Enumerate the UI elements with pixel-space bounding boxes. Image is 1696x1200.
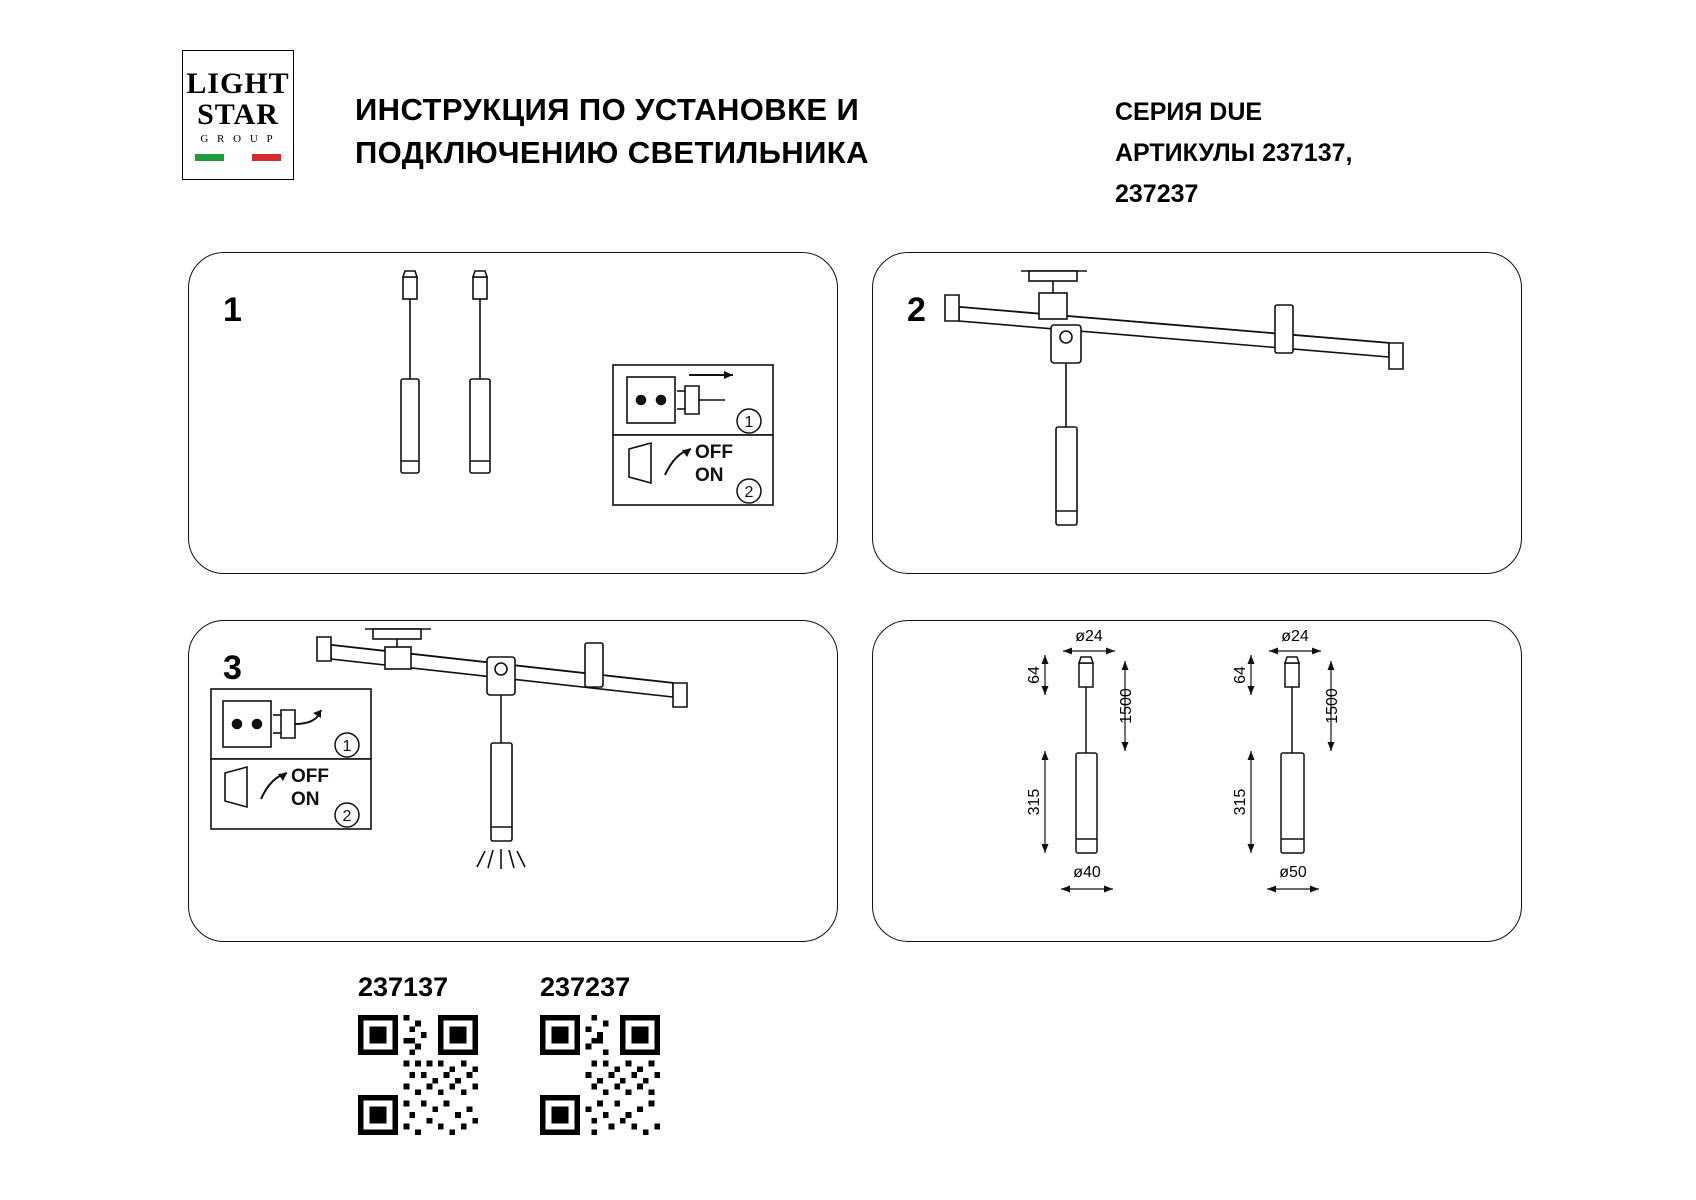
logo-line-3: G R O U P	[200, 133, 276, 145]
step-2-panel	[872, 252, 1522, 574]
right-top-diameter: ø24	[1281, 628, 1309, 645]
step-1-illustration	[189, 253, 837, 573]
svg-text:OFF: OFF	[695, 442, 733, 463]
step-1-panel	[188, 252, 838, 574]
step-3-number: 3	[223, 649, 242, 687]
qr-article-1: 237137	[358, 972, 449, 1002]
step-2-illustration	[873, 253, 1521, 573]
qr-article-2: 237237	[540, 972, 631, 1002]
svg-text:ON: ON	[291, 789, 320, 810]
dimensions-illustration	[873, 621, 1521, 941]
step-1-number: 1	[223, 291, 242, 329]
right-bottom-diameter: ø50	[1279, 864, 1307, 881]
qr-code-1	[358, 1015, 478, 1135]
logo-line-1: LIGHT	[186, 67, 290, 100]
italy-flag-icon	[195, 154, 281, 161]
svg-text:1: 1	[342, 738, 352, 755]
step-3-panel	[188, 620, 838, 942]
right-cable-length: 1500	[1324, 688, 1341, 724]
article-line-2: 237237	[1115, 180, 1199, 208]
left-top-height: 64	[1026, 666, 1043, 684]
left-body-length: 315	[1026, 788, 1043, 816]
svg-text:2: 2	[342, 808, 352, 825]
badge-2-label: 2	[744, 484, 754, 501]
logo-line-2: STAR	[197, 98, 279, 131]
left-cable-length: 1500	[1118, 688, 1135, 724]
step-3-illustration	[189, 621, 837, 941]
right-body-length: 315	[1232, 788, 1249, 816]
right-top-height: 64	[1232, 666, 1249, 684]
left-top-diameter: ø24	[1075, 628, 1103, 645]
badge-1-label: 1	[744, 414, 754, 431]
qr-code-2	[540, 1015, 660, 1135]
left-bottom-diameter: ø40	[1073, 864, 1101, 881]
qr-code-group-1	[358, 972, 478, 1135]
dimensions-panel	[872, 620, 1522, 942]
brand-logo	[182, 50, 294, 180]
qr-code-group-2	[540, 972, 660, 1135]
series-info	[1115, 92, 1535, 215]
step-2-number: 2	[907, 291, 926, 329]
series-name: СЕРИЯ DUE	[1115, 98, 1263, 126]
page-title: ИНСТРУКЦИЯ ПО УСТАНОВКЕ И ПОДКЛЮЧЕНИЮ СВЕТИЛЬНИКА	[355, 92, 869, 170]
svg-text:ON: ON	[695, 465, 724, 486]
article-line-1: АРТИКУЛЫ 237137,	[1115, 139, 1353, 167]
svg-text:OFF: OFF	[291, 766, 329, 787]
